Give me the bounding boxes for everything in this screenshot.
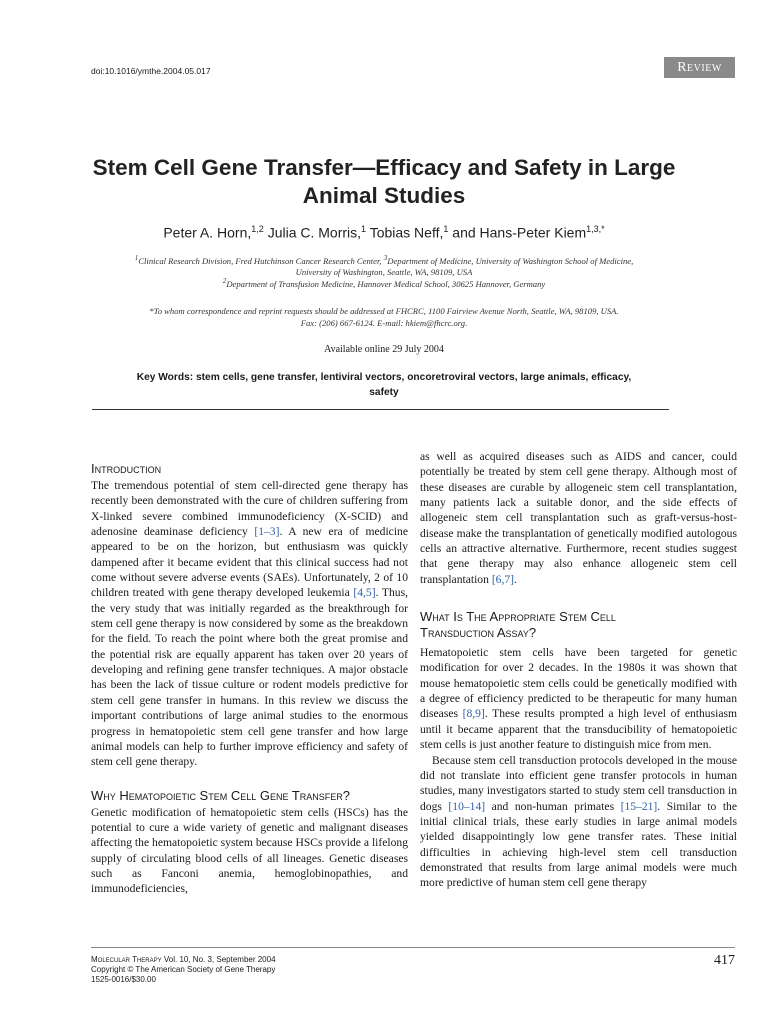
paragraph-text: . Thus, the very study that was initially regarded as the breakthrough for stem cell gene therapy is now considered by some as the breakdown for the field. To reach the point where both the great promise and the potential risk are equally apparent has taken over 20 years of developing and refining gene transfer techniques. A major obstacle has been the lack of tissue culture or rodent models predictive for stem cell gene transfer in humans. In this review we discuss the important contributions of large animal studies to the enormous progress in hematopoietic stem cell gene transfer and how large animal models can help to further improve efficiency and safety of stem cell gene therapy. (91, 586, 408, 769)
paragraph-text: as well as acquired diseases such as AIDS and cancer, could potentially be treated by stem cell gene therapy. Although most of these diseases are curable by allogeneic stem cell transplantation, many patients lack a suitable donor, and the side effects of allogeneic stem cell transplantation such as graft-versus-host-disease make the transplantation of genetically modified autologous cells an attractive alternative. Furthermore, recent studies suggest that gene therapy may also enhance allogeneic stem cell transplantation (420, 450, 737, 586)
paragraph-text: . These results prompted a high level of enthusiasm until it became apparent that the transducibility of hematopoietic stem cells is just another feature to distinguish mice from men. (420, 707, 738, 752)
correspondence-contact[interactable]: Fax: (206) 667-6124. E-mail: hkiem@fhcrc.org. (300, 317, 468, 328)
citation-link[interactable]: [10–14] (448, 799, 486, 813)
citation-link[interactable]: [4,5] (353, 586, 376, 600)
paragraph-text: The tremendous potential of stem cell-directed gene therapy has recently been demonstrated with the cure of children suffering from X-linked severe combined immunodeficiency (X-SCID) and adenosine deaminase deficiency (91, 479, 408, 539)
correspondence-address: *To whom correspondence and reprint requests should be addressed at FHCRC, 1100 Fairview Avenue North, Seattle, WA, 98109, USA. (149, 306, 619, 316)
keywords-list: stem cells, gene transfer, lentiviral vectors, oncoretroviral vectors, large animals, efficacy, safety (196, 372, 632, 398)
keywords (130, 371, 638, 400)
citation-link[interactable]: [1–3] (254, 525, 280, 539)
author-affil-sup: 1 (443, 224, 449, 234)
article-title: Stem Cell Gene Transfer—Efficacy and Safety in Large Animal Studies (92, 155, 676, 208)
paragraph: Genetic modification of hematopoietic stem cells (HSCs) has the potential to cure a wide variety of genetic and malignant diseases affecting the hematopoietic system because HSCs provide a lifelong supply of circulating blood cells of all lineages. Genetic diseases such as Fanconi anemia, hemoglobinopathies, and immunodeficiencies, (91, 805, 408, 896)
affil-sup: 1 (134, 254, 139, 262)
correspondence-note (80, 306, 688, 329)
author-name[interactable]: Hans-Peter Kiem (479, 224, 587, 241)
journal-volume: Vol. 10, No. 3, September 2004 (163, 955, 276, 964)
paragraph-text: Because stem cell transduction protocols developed in the mouse did not translate into efficient gene transfer protocols in human studies, many investigators started to study stem cell transduction in dogs (420, 753, 737, 813)
footer-issn: 1525-0016/$30.00 (91, 975, 156, 984)
paragraph (91, 478, 408, 770)
citation-link[interactable]: [8,9] (462, 707, 485, 721)
affil-sup: 3 (383, 254, 388, 262)
paragraph-text: . (514, 572, 517, 586)
affil-sup: 2 (222, 277, 227, 285)
author-name[interactable]: Peter A. Horn, (163, 224, 252, 241)
paragraph (420, 645, 737, 752)
author-list (80, 224, 688, 241)
keywords-label: Key Words: (136, 372, 194, 383)
paragraph-text: and non-human primates (485, 799, 621, 813)
citation-link[interactable]: [15–21] (620, 799, 658, 813)
author-affil-sup: 1,3,* (586, 224, 605, 234)
affiliation-text: Department of Transfusion Medicine, Hannover Medical School, 30625 Hannover, Germany (226, 278, 546, 289)
footer-divider (91, 947, 735, 948)
heading-line: Transduction Assay? (420, 625, 537, 641)
author-name[interactable]: Julia C. Morris, (267, 224, 362, 241)
journal-name: Molecular Therapy (91, 955, 162, 964)
affiliation-text: Department of Medicine, University of Washington School of Medicine, (387, 255, 634, 266)
affiliation-text: Clinical Research Division, Fred Hutchinson Cancer Research Center, (138, 255, 382, 266)
paragraph (420, 449, 737, 587)
section-heading-why-hsc: Why Hematopoietic Stem Cell Gene Transfer? (91, 787, 351, 803)
author-name[interactable]: Tobias Neff, (369, 224, 444, 241)
footer-copyright: Copyright © The American Society of Gene Therapy (91, 965, 276, 974)
body-column-left (91, 461, 408, 897)
heading-line: What Is The Appropriate Stem Cell (420, 609, 616, 625)
paragraph-text: . Similar to the initial clinical trials, these early studies in large animal models yielded disappointingly low gene transfer rates. These initial difficulties in achieving high-level stem cell transduction demonstrated that results from large animal models were much more predictive of human stem cell gene therapy (420, 799, 737, 890)
affiliation-block-2 (80, 276, 688, 290)
author-affil-sup: 1,2 (251, 224, 264, 234)
author-affil-sup: 1 (361, 224, 367, 234)
affiliation-block-1 (80, 253, 688, 279)
section-heading-assay (420, 609, 737, 641)
paragraph (420, 753, 737, 891)
available-online: Available online 29 July 2004 (324, 344, 444, 355)
section-heading-introduction: Introduction (91, 461, 162, 476)
body-column-right (420, 449, 737, 891)
paragraph-text: . A new era of medicine appeared to be on the horizon, but enthusiasm was quickly dampened after it became evident that this clinical success had not come without severe adverse events (SAEs). Unfortunately, 2 of 10 children treated with gene therapy developed leukemia (91, 525, 408, 600)
author-and: and (452, 224, 476, 241)
footer-journal (91, 955, 276, 965)
page-number: 417 (714, 953, 735, 968)
paragraph-text: Hematopoietic stem cells have been targeted for genetic modification for over 2 decades. In the 1980s it was shown that mouse hematopoietic stem cells could be genetically modified with a degree of efficiency predicted to be therapeutic for many human diseases (420, 646, 737, 721)
affiliation-text: University of Washington, Seattle, WA, 98109, USA (295, 267, 473, 278)
doi-link[interactable]: doi:10.1016/ymthe.2004.05.017 (91, 66, 211, 76)
header-divider (92, 409, 669, 410)
citation-link[interactable]: [6,7] (491, 572, 515, 586)
section-badge: Review (664, 57, 735, 78)
